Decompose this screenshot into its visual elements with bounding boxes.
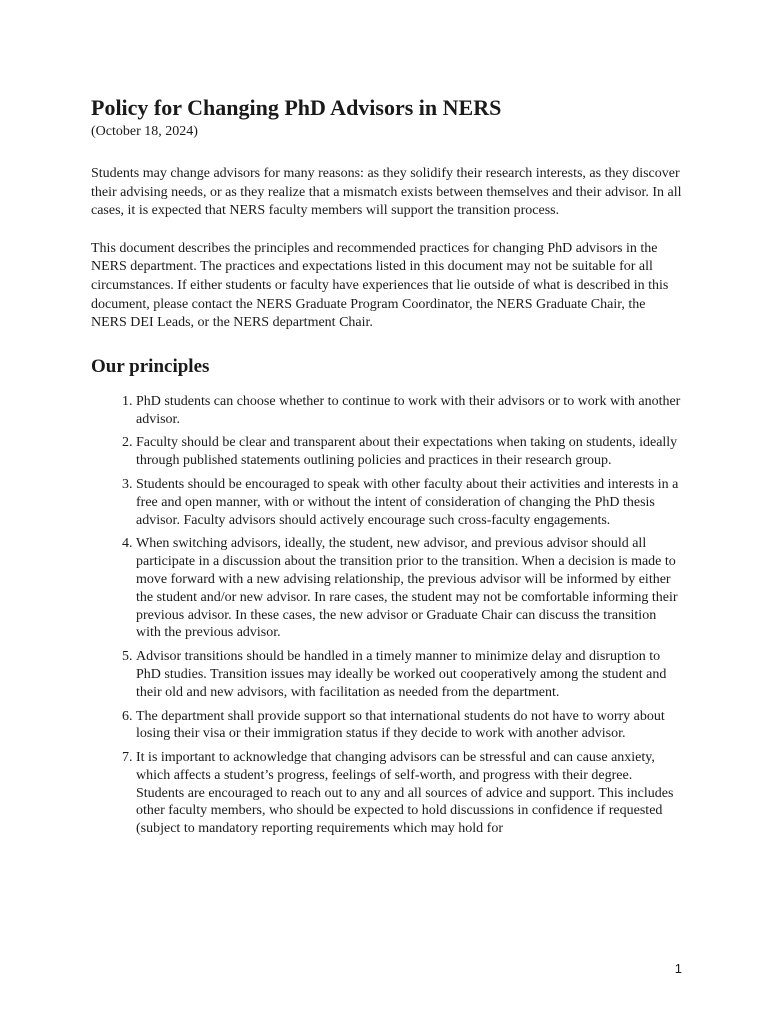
principle-item: 1. PhD students can choose whether to continue to work with their advisors or to work with another advisor.	[136, 393, 683, 429]
scope-paragraph: This document describes the principles and recommended practices for changing PhD advisors in the NERS department. The practices and expectations listed in this document may not be suitable for all circumstances. If either students or faculty have experiences that lie outside of what is described in this document, please contact the NERS Graduate Program Coordinator, the NERS Graduate Chair, the NERS DEI Leads, or the NERS department Chair.	[91, 240, 669, 331]
document-date: (October 18, 2024)	[91, 124, 198, 139]
document-title: Policy for Changing PhD Advisors in NERS	[91, 95, 502, 120]
principle-item: 6. The department shall provide support so that international students do not have to worry about losing their visa or their immigration status if they decide to work with another advisor.	[136, 708, 683, 744]
principle-item: 4. When switching advisors, ideally, the student, new advisor, and previous advisor should all participate in a discussion about the transition prior to the transition. When a decision is made to move forward with a new advising relationship, the previous advisor will be informed by either the student and/or new advisor. In rare cases, the student may not be comfortable informing their previous advisor. In these cases, the new advisor or Graduate Chair can discuss the transition with the previous advisor.	[136, 535, 683, 642]
intro-paragraph: Students may change advisors for many reasons: as they solidify their research interests, as they discover their advising needs, or as they realize that a mismatch exists between themselves and their advisor. In all cases, it is expected that NERS faculty members will support the transition process.	[91, 166, 682, 219]
principle-item: 2. Faculty should be clear and transparent about their expectations when taking on students, ideally through published statements outlining policies and practices in their research group.	[136, 434, 683, 470]
principle-item: 3. Students should be encouraged to speak with other faculty about their activities and interests in a free and open manner, with or without the intent of consideration of changing the PhD thesis advisor. Faculty advisors should actively encourage such cross-faculty engagements.	[136, 476, 683, 529]
principle-item: 7. It is important to acknowledge that changing advisors can be stressful and can cause anxiety, which affects a student’s progress, feelings of self-worth, and progress with their degree. Students are encouraged to reach out to any and all sources of advice and support. This includes other faculty members, who should be expected to hold discussions in confidence if requested (subject to mandatory reporting requirements which may hold for	[136, 749, 683, 838]
page-number: 1	[674, 961, 682, 976]
section-heading-principles: Our principles	[91, 355, 210, 377]
principles-list	[91, 393, 683, 838]
principle-item: 5. Advisor transitions should be handled in a timely manner to minimize delay and disruption to PhD studies. Transition issues may ideally be worked out cooperatively among the student and their old and new advisors, with facilitation as needed from the department.	[136, 648, 683, 701]
document-content	[91, 94, 683, 844]
